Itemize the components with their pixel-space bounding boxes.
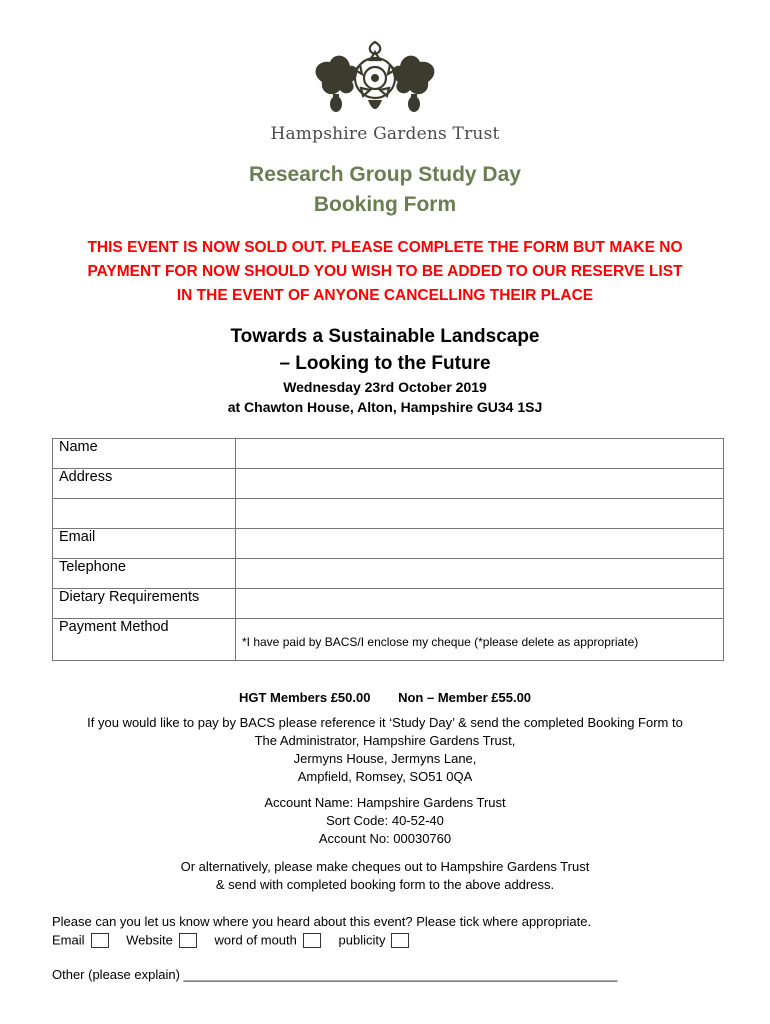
cheque-line1: Or alternatively, please make cheques out to Hampshire Gardens Trust <box>180 859 590 874</box>
sold-out-notice-line2: PAYMENT FOR NOW SHOULD YOU WISH TO BE ADDED TO OUR RESERVE LIST <box>87 263 683 280</box>
bacs-line4: Ampfield, Romsey, SO51 0QA <box>297 769 473 784</box>
dietary-label: Dietary Requirements <box>53 589 236 619</box>
option-website-label: Website <box>126 932 173 948</box>
dietary-field[interactable] <box>236 589 724 619</box>
sort-code: Sort Code: 40-52-40 <box>326 813 444 828</box>
form-row-name <box>53 439 724 469</box>
payment-method-field[interactable]: *I have paid by BACS/I enclose my cheque (*please delete as appropriate) <box>236 619 724 661</box>
form-row-dietary <box>53 589 724 619</box>
sold-out-notice-line3: IN THE EVENT OF ANYONE CANCELLING THEIR PLACE <box>176 287 594 304</box>
form-row-address <box>53 469 724 499</box>
cheque-instructions <box>0 858 770 894</box>
event-date: Wednesday 23rd October 2019 <box>283 379 487 395</box>
booking-form-table <box>52 438 724 661</box>
event-venue: at Chawton House, Alton, Hampshire GU34 1SJ <box>227 399 543 415</box>
form-row-payment <box>53 619 724 661</box>
hampshire-gardens-trust-logo <box>310 38 440 120</box>
bacs-line2: The Administrator, Hampshire Gardens Trust, <box>254 733 516 748</box>
telephone-field[interactable] <box>236 559 724 589</box>
telephone-label: Telephone <box>53 559 236 589</box>
event-title: Towards a Sustainable Landscape <box>230 326 540 347</box>
survey-options <box>52 931 423 950</box>
address-field-line1[interactable] <box>236 469 724 499</box>
address-label: Address <box>53 469 236 499</box>
sold-out-notice-line1: THIS EVENT IS NOW SOLD OUT. PLEASE COMPLETE THE FORM BUT MAKE NO <box>87 239 683 256</box>
address-field-line2[interactable] <box>236 499 724 529</box>
option-publicity-checkbox[interactable] <box>391 933 409 948</box>
org-name: Hampshire Gardens Trust <box>270 124 500 144</box>
event-subtitle: – Looking to the Future <box>279 353 491 374</box>
cheque-line2: & send with completed booking form to the above address. <box>215 877 555 892</box>
account-number: Account No: 00030760 <box>318 831 452 846</box>
address-label-blank <box>53 499 236 529</box>
option-website-checkbox[interactable] <box>179 933 197 948</box>
bacs-instructions <box>0 714 770 786</box>
email-field[interactable] <box>236 529 724 559</box>
name-label: Name <box>53 439 236 469</box>
email-label: Email <box>53 529 236 559</box>
page-title: Research Group Study Day <box>249 163 521 186</box>
option-email-checkbox[interactable] <box>91 933 109 948</box>
account-details <box>0 794 770 848</box>
account-name: Account Name: Hampshire Gardens Trust <box>264 795 506 810</box>
bacs-line3: Jermyns House, Jermyns Lane, <box>293 751 477 766</box>
form-row-email <box>53 529 724 559</box>
option-word-of-mouth-label: word of mouth <box>214 932 297 948</box>
payment-label: Payment Method <box>53 619 236 661</box>
non-member-price: Non – Member £55.00 <box>398 690 532 705</box>
option-email-label: Email <box>52 932 85 948</box>
form-row-address-2 <box>53 499 724 529</box>
bacs-line1: If you would like to pay by BACS please reference it ‘Study Day’ & send the completed Booking Form to <box>87 715 683 730</box>
option-publicity-label: publicity <box>338 932 386 948</box>
prices <box>0 690 770 705</box>
member-price: HGT Members £50.00 <box>238 690 371 705</box>
page-subtitle: Booking Form <box>313 193 457 216</box>
name-field[interactable] <box>236 439 724 469</box>
form-row-telephone <box>53 559 724 589</box>
option-word-of-mouth-checkbox[interactable] <box>303 933 321 948</box>
survey-question: Please can you let us know where you heard about this event? Please tick where appropriate. <box>52 914 592 929</box>
other-explain-field[interactable]: Other (please explain) ____________________________________________________________ <box>52 967 618 982</box>
